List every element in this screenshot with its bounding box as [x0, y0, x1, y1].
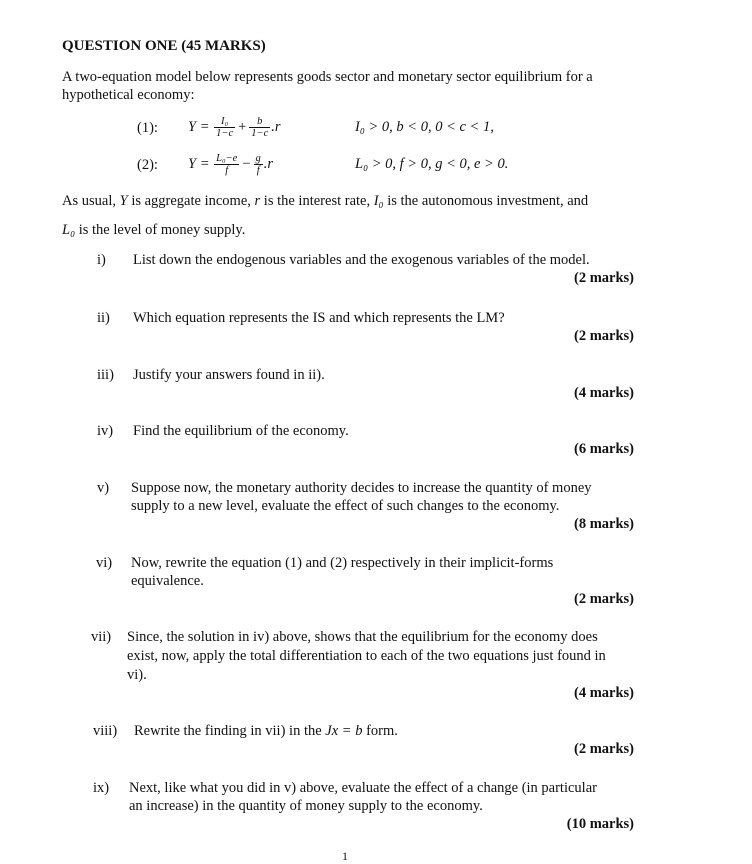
- item-ix-text-line-1: Next, like what you did in v) above, evaluate the effect of a change (in particular: [129, 780, 597, 796]
- item-ix-number: ix): [93, 780, 110, 796]
- page-number: 1: [342, 849, 348, 863]
- item-viii-math: Jx = b: [325, 723, 363, 739]
- item-iii-text: Justify your answers found in ii).: [133, 367, 325, 383]
- equation-2-lhs: Y =: [188, 156, 210, 172]
- equation-2-operator: −: [242, 156, 251, 172]
- intro-line-1: A two-equation model below represents goods sector and monetary sector equilibrium for a: [62, 69, 593, 85]
- item-vi-marks: (2 marks): [573, 591, 634, 607]
- item-v-marks: (8 marks): [573, 516, 634, 532]
- item-i-number: i): [97, 252, 106, 268]
- equation-1-fraction-1: [214, 116, 235, 139]
- item-v-text-line-1: Suppose now, the monetary authority decides to increase the quantity of money: [131, 480, 592, 496]
- equation-1-operator: +: [238, 119, 247, 135]
- definitions-text-a: As usual,: [62, 193, 120, 209]
- item-vii-number: vii): [91, 629, 112, 645]
- item-i-marks: (2 marks): [573, 270, 634, 286]
- equation-2: [188, 149, 273, 179]
- equation-2-fraction-1-numerator: L₀−e: [216, 153, 238, 165]
- item-iv-text: Find the equilibrium of the economy.: [133, 423, 349, 439]
- definitions-text-b: is aggregate income,: [127, 193, 255, 209]
- item-iv-marks: (6 marks): [573, 441, 634, 457]
- equation-2-conditions: L₀ > 0, f > 0, g < 0, e > 0.: [355, 156, 509, 172]
- item-ii-marks: (2 marks): [573, 328, 634, 344]
- question-title: QUESTION ONE (45 MARKS): [62, 38, 266, 54]
- item-vi-text-line-2: equivalence.: [131, 573, 204, 589]
- equation-2-tail: .r: [263, 156, 274, 172]
- definitions-text-c: is the interest rate,: [260, 193, 374, 209]
- item-ii-number: ii): [97, 310, 110, 326]
- equation-1: [188, 112, 281, 142]
- item-iii-marks: (4 marks): [573, 385, 634, 401]
- item-viii-marks: (2 marks): [573, 741, 634, 757]
- equation-1-fraction-2: [249, 116, 270, 139]
- definitions-var-l0: L₀: [62, 222, 76, 238]
- equation-1-fraction-1-numerator: I₀: [214, 116, 235, 128]
- equation-2-fraction-2-denominator: f: [256, 165, 260, 177]
- equation-2-fraction-1: [214, 153, 239, 176]
- equation-1-tail: .r: [271, 119, 281, 135]
- item-vi-text-line-1: Now, rewrite the equation (1) and (2) respectively in their implicit-forms: [131, 555, 554, 571]
- equation-1-fraction-2-numerator: b: [249, 116, 270, 128]
- equation-1-lhs: Y =: [188, 119, 210, 135]
- definitions-line-2: [62, 221, 245, 239]
- definitions-var-r: r: [254, 193, 261, 209]
- item-ix-text-line-2: an increase) in the quantity of money supply to the economy.: [129, 798, 483, 814]
- equation-2-fraction-2-numerator: g: [255, 153, 261, 165]
- definitions-var-y: Y: [119, 193, 128, 209]
- equation-2-fraction-1-denominator: f: [225, 165, 229, 177]
- item-ix-marks: (10 marks): [566, 816, 634, 832]
- item-i-text: List down the endogenous variables and the exogenous variables of the model.: [133, 252, 590, 268]
- item-iii-number: iii): [97, 367, 114, 383]
- equation-1-fraction-1-denominator: 1−c: [216, 128, 234, 140]
- item-viii-text-b: form.: [362, 723, 398, 739]
- item-vii-text-line-3: vi).: [127, 667, 147, 683]
- item-iv-number: iv): [97, 423, 114, 439]
- equation-2-fraction-2: [254, 153, 263, 176]
- item-vii-text-line-2: exist, now, apply the total differentiation to each of the two equations just found in: [127, 648, 606, 664]
- item-v-number: v): [97, 480, 110, 496]
- equation-2-label: (2):: [137, 157, 158, 173]
- item-viii-number: viii): [93, 723, 118, 739]
- definitions-text-e: is the level of money supply.: [75, 222, 246, 238]
- definitions-line-1: [62, 192, 588, 210]
- equation-1-label: (1):: [137, 120, 158, 136]
- equation-1-fraction-2-denominator: 1−c: [251, 128, 269, 140]
- definitions-var-i0: I₀: [373, 193, 384, 209]
- intro-line-2: hypothetical economy:: [62, 87, 195, 103]
- item-vii-text-line-1: Since, the solution in iv) above, shows that the equilibrium for the economy does: [127, 629, 598, 645]
- item-v-text-line-2: supply to a new level, evaluate the effect of such changes to the economy.: [131, 498, 560, 514]
- definitions-text-d: is the autonomous investment, and: [383, 193, 589, 209]
- item-vii-marks: (4 marks): [573, 685, 634, 701]
- item-vi-number: vi): [96, 555, 113, 571]
- item-ii-text: Which equation represents the IS and which represents the LM?: [133, 310, 505, 326]
- item-viii-text-a: Rewrite the finding in vii) in the: [134, 723, 326, 739]
- equation-1-conditions: I₀ > 0, b < 0, 0 < c < 1,: [355, 119, 494, 135]
- item-viii-text: [134, 722, 398, 740]
